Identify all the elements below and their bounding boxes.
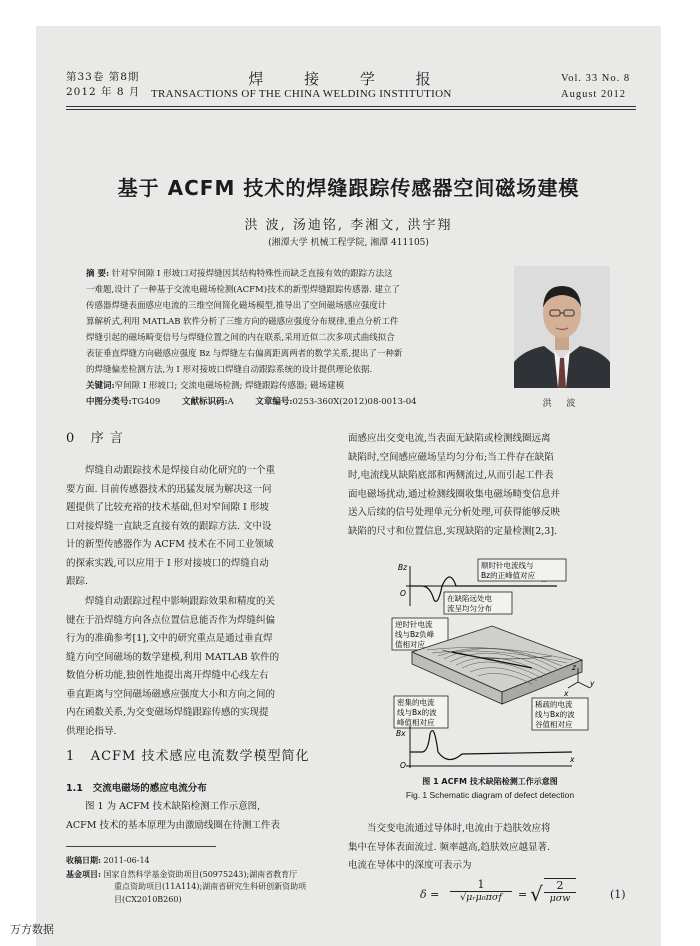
axis-label-z: z: [572, 663, 576, 672]
figure-1-caption-en: Fig. 1 Schematic diagram of defect detection: [405, 790, 575, 800]
svg-text:稀疏的电流: 稀疏的电流: [535, 700, 573, 709]
clc-number: TG409: [131, 397, 161, 407]
section-1-1-heading: 1.1 交流电磁场的感应电流分布: [66, 783, 207, 794]
footnote: 收稿日期: 2011-06-14 基金项目: 国家自然科学基金资助项目(50975243);湖南省教育厅 重点资助项目(11A114);湖南省研究生科研创新资助项 目(CX2010B260): [66, 855, 307, 904]
paper-title: 基于 ACFM 技术的焊缝跟踪传感器空间磁场建模: [117, 176, 580, 200]
svg-text:Bz的正峰值对应: Bz的正峰值对应: [481, 571, 536, 580]
classification-line: 中图分类号:TG409 文献标识码:A 文章编号:0253-360X(2012)08-0013-04: [86, 397, 417, 407]
abstract-line: 的焊缝偏差检测方法,为 I 形对接坡口焊缝自动跟踪系统的设计提供理论依据.: [86, 365, 373, 375]
abstract-label: 摘 要:: [86, 269, 110, 279]
section-1-heading: 1 ACFM 技术感应电流数学模型简化: [66, 749, 310, 764]
axis-label-bz-top: Bz: [398, 563, 408, 572]
axis-label-y: y: [590, 679, 595, 688]
svg-text:线与Bz负峰: 线与Bz负峰: [395, 630, 435, 639]
svg-text:密集的电流: 密集的电流: [397, 698, 435, 707]
keywords-label: 关键词:: [86, 381, 115, 391]
section-1-1-paragraph: 图 1 为 ACFM 技术缺陷检测工作示意图, ACFM 技术的基本原理为由激励线圈在待测工件表: [66, 801, 280, 831]
header-rule-2: [66, 109, 636, 110]
axis-label-bx: Bx: [396, 729, 406, 738]
author-list: 洪 波, 汤迪铭, 李湘文, 洪宇翔: [244, 218, 453, 233]
equation-number: (1): [610, 888, 626, 901]
equation-1: δ = 1 √μᵣμ₀πσf = √ 2 μσw (1): [420, 878, 626, 906]
axis-label-x-bottom: x: [570, 755, 575, 764]
intro-paragraph-1: 焊缝自动跟踪技术是焊接自动化研究的一个重 要方面. 目前传感器技术的迅猛发展为解决这一问 题提供了比较充裕的技术基础,但对窄间隙 I 形坡 口对接焊缝一直缺乏直接有效的跟踪方法. 文中设 计的新型传感器作为 ACFM 技术在不同工业领域 的探索实践,可以应用于 I 形对接坡口的焊缝自动 跟踪.: [66, 465, 276, 587]
abstract-line: 一难题,设计了一种基于交流电磁场检测(ACFM)技术的新型焊缝跟踪传感器. 建立了: [86, 285, 400, 295]
watermark: 万方数据: [10, 923, 54, 936]
issue-info-en: [561, 71, 630, 103]
figure-1-diagram: [382, 556, 602, 772]
svg-text:线与Bx的波: 线与Bx的波: [535, 710, 575, 719]
abstract-line: 传感器焊缝表面感应电流的三维空间简化磁场模型,推导出了空间磁场感应强度计: [86, 301, 387, 311]
date-en: August 2012: [561, 89, 626, 100]
axis-label-x-coord: x: [564, 689, 569, 698]
svg-text:流呈均匀分布: 流呈均匀分布: [447, 604, 492, 613]
right-paragraph-1: 面感应出交变电流,当表面无缺陷或检测线圈远离 缺陷时,空间感应磁场呈均匀分布;当工件存在缺陷 时,电流线从缺陷底部和两侧流过,从而引起工件表 面电磁场扰动,通过检测线圈收集电磁场畸变信息并 送入后续的信号处理单元分析处理,可获得能够反映 缺陷的尺寸和位置信息,实现缺陷的定量检测[2,3].: [348, 433, 561, 537]
svg-text:顺时针电流线与: 顺时针电流线与: [481, 561, 534, 570]
svg-text:值相对应: 值相对应: [395, 640, 425, 649]
header-rule: [66, 106, 636, 107]
abstract-block: [86, 266, 496, 410]
section-0-heading: 0 序 言: [66, 431, 124, 446]
journal-name-en: TRANSACTIONS OF THE CHINA WELDING INSTITUTION: [151, 88, 452, 100]
doc-code: A: [227, 397, 234, 407]
abstract-line: 表征垂直焊缝方向磁感应强度 Bz 与焊缝左右偏离距离两者的数学关系,提出了一种新: [86, 349, 403, 359]
article-number: 0253-360X(2012)08-0013-04: [292, 397, 417, 407]
abstract-line: 焊缝引起的磁场畸变信号与焊缝位置之间的内在联系,采用近似二次多项式曲线拟合: [86, 333, 395, 343]
svg-text:线与Bx的波: 线与Bx的波: [397, 708, 437, 717]
footnote-rule: [66, 846, 216, 847]
axis-label-o-bottom: O: [400, 761, 406, 770]
abstract-line: 摘 要: 针对窄间隙 I 形坡口对接焊缝因其结构特殊性而缺乏直接有效的跟踪方法这: [86, 269, 393, 279]
volume-en: Vol. 33 No. 8: [561, 73, 631, 84]
author-photo: [514, 266, 610, 388]
affiliation: (湘潭大学 机械工程学院, 湘潭 411105): [268, 238, 429, 248]
abstract-line: 算解析式,利用 MATLAB 软件分析了三维方向的磁感应强度分布规律,重点分析工件: [86, 317, 399, 327]
svg-text:在缺陷远处电: 在缺陷远处电: [447, 594, 492, 603]
right-paragraph-2: 当交变电流通过导体时,电流由于趋肤效应将 集中在导体表面流过. 频率越高,趋肤效应越显著. 电流在导体中的深度可表示为: [348, 823, 551, 871]
figure-1-caption-cn: 图 1 ACFM 技术缺陷检测工作示意图: [422, 777, 558, 786]
volume-cn: 第33卷 第8期: [66, 71, 140, 83]
received-date: 2011-06-14: [103, 856, 150, 865]
date-cn: 2012 年 8 月: [66, 86, 141, 98]
svg-text:逆时针电流: 逆时针电流: [395, 620, 433, 629]
svg-text:峰值相对应: 峰值相对应: [397, 718, 435, 727]
portrait-image: [514, 266, 610, 388]
journal-name-cn: 焊 接 学 报: [248, 70, 449, 88]
axis-label-o-top: O: [400, 589, 406, 598]
journal-page: [36, 26, 661, 946]
keywords: 窄间隙 I 形坡口; 交流电磁场检测; 焊缝跟踪传感器; 磁场建模: [114, 381, 345, 391]
photo-caption: 洪 波: [542, 399, 582, 409]
intro-paragraph-2: 焊缝自动跟踪过程中影响跟踪效果和精度的关 键在于沿焊缝方向各点位置信息能否作为焊缝纠偏 行为的准确参考[1],文中的研究重点是通过垂直焊 缝方向空间磁场的数学建模,利用 MATLAB 软件的 数值分析功能,独创性地提出离开焊缝中心线左右 垂直距离与空间磁场磁感应强度大小和方向之间的 内在函数关系,为交变磁场焊缝跟踪传感的实现提 供理论指导.: [66, 596, 280, 737]
svg-text:谷值相对应: 谷值相对应: [535, 720, 573, 729]
keywords-line: [86, 378, 496, 394]
